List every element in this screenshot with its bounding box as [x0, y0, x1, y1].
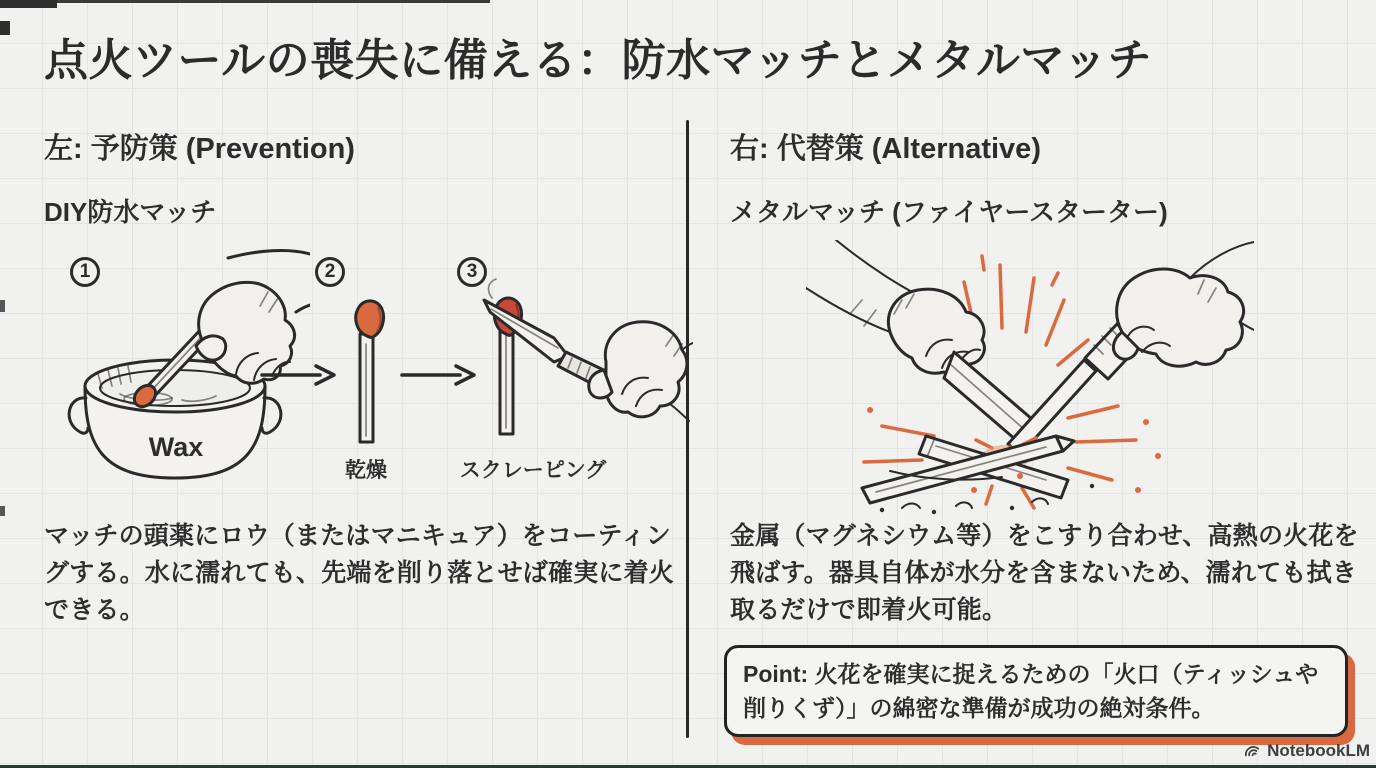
brand-name: NotebookLM [1267, 741, 1370, 760]
point-text: 火花を確実に捉えるための「火口（ティッシュや削りくず）」の綿密な準備が成功の絶対条件。 [743, 661, 1319, 721]
scraping-label: スクレーピング [459, 459, 607, 482]
top-edge-mark [0, 0, 490, 3]
scraping-match-illustration [478, 278, 693, 453]
step-arrow-icon [258, 360, 338, 390]
brand-footer [1243, 741, 1370, 761]
page-title: 点火ツールの喪失に備える：防水マッチとメタルマッチ [44, 36, 1153, 85]
step-arrow-icon [398, 360, 478, 390]
left-panel-heading: 左: 予防策 (Prevention) [44, 133, 355, 165]
step-2-badge: 2 [315, 257, 345, 287]
top-left-edge-mark [0, 0, 57, 8]
left-edge-mark [0, 21, 10, 35]
point-callout [724, 645, 1348, 737]
step-1-badge: 1 [70, 257, 100, 287]
drying-label: 乾燥 [345, 459, 387, 482]
right-panel-subheading: メタルマッチ (ファイヤースターター) [730, 197, 1168, 227]
right-panel-heading: 右: 代替策 (Alternative) [730, 133, 1041, 165]
wax-label: Wax [148, 432, 204, 462]
left-panel-subheading: DIY防水マッチ [44, 197, 217, 227]
left-edge-mark [0, 506, 5, 516]
right-panel-description: 金属（マグネシウム等）をこすり合わせ、高熱の火花を飛ばす。器具自体が水分を含まないため、濡れても拭き取るだけで即着火可能。 [730, 522, 1359, 624]
metal-match-illustration [806, 240, 1254, 515]
step-3-badge: 3 [457, 257, 487, 287]
notebooklm-icon [1243, 742, 1262, 761]
left-panel-description: マッチの頭薬にロウ（またはマニキュア）をコーティングする。水に濡れても、先端を削り落とせば確実に着火できる。 [44, 522, 675, 624]
left-edge-mark [0, 300, 5, 312]
drying-match-illustration [344, 296, 390, 448]
point-label: Point: [743, 661, 809, 687]
